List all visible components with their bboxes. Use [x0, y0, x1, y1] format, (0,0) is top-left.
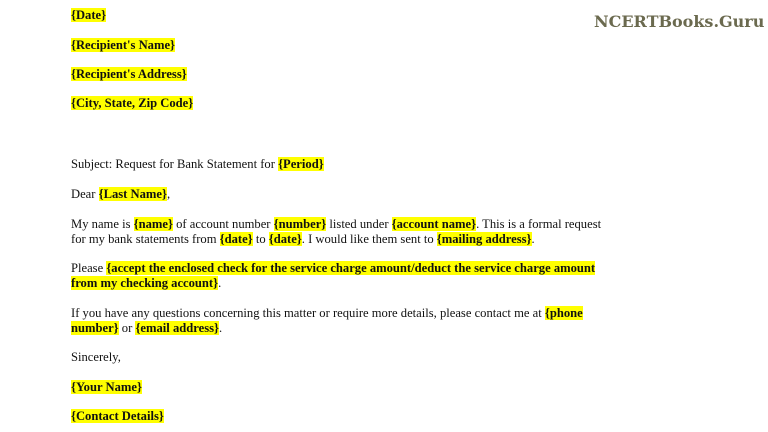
- text: If you have any questions concerning this matter or require more details, please contact me at: [71, 306, 545, 320]
- salutation-text: Dear: [71, 187, 99, 201]
- date-line: [71, 8, 106, 23]
- your-name-line: [71, 380, 142, 395]
- name-placeholder: {name}: [133, 217, 173, 231]
- text: . This is a formal request: [476, 217, 602, 231]
- text: listed under: [326, 217, 392, 231]
- recipient-address-line: [71, 67, 187, 82]
- text: of account number: [172, 217, 274, 231]
- city-state-zip-placeholder: {City, State, Zip Code}: [71, 96, 194, 110]
- service-charge-placeholder: {accept the enclosed check for the service charge amount/deduct the service charge amount: [106, 261, 596, 275]
- text: to: [252, 232, 269, 246]
- text: or: [118, 321, 136, 335]
- salutation-comma: ,: [166, 187, 171, 201]
- para3-line2: [71, 321, 222, 336]
- subject-line: [71, 157, 324, 172]
- subject-text: Subject: Request for Bank Statement for: [71, 157, 279, 171]
- text: .: [218, 321, 223, 335]
- text: .: [218, 276, 222, 290]
- email-placeholder: {email address}: [135, 321, 219, 335]
- city-state-zip-line: [71, 96, 193, 111]
- contact-details-line: [71, 409, 164, 424]
- closing: Sincerely,: [71, 350, 121, 364]
- text: . I would like them sent to: [301, 232, 437, 246]
- salutation: [71, 187, 170, 202]
- recipient-address-placeholder: {Recipient's Address}: [71, 67, 187, 81]
- date-to-placeholder: {date}: [268, 232, 302, 246]
- text: .: [531, 232, 535, 246]
- para1-line1: [71, 217, 601, 232]
- text: My name is: [71, 217, 134, 231]
- last-name-placeholder: {Last Name}: [98, 187, 167, 201]
- recipient-name-placeholder: {Recipient's Name}: [71, 38, 176, 52]
- number-placeholder: {number}: [273, 217, 327, 231]
- phone-placeholder-cont: number}: [71, 321, 119, 335]
- mailing-address-placeholder: {mailing address}: [436, 232, 532, 246]
- your-name-placeholder: {Your Name}: [71, 380, 142, 394]
- text: Please: [71, 261, 107, 275]
- contact-details-placeholder: {Contact Details}: [71, 409, 164, 423]
- recipient-name-line: [71, 38, 175, 53]
- phone-placeholder: {phone: [544, 306, 583, 320]
- text: for my bank statements from: [71, 232, 220, 246]
- date-placeholder: {Date}: [71, 8, 107, 22]
- period-placeholder: {Period}: [278, 157, 324, 171]
- service-charge-placeholder-cont: from my checking account}: [71, 276, 219, 290]
- para3-line1: [71, 306, 583, 321]
- para1-line2: [71, 232, 535, 247]
- site-logo: NCERTBooks.Guru: [594, 12, 765, 31]
- account-name-placeholder: {account name}: [391, 217, 477, 231]
- date-from-placeholder: {date}: [219, 232, 253, 246]
- para2-line1: [71, 261, 595, 276]
- para2-line2: [71, 276, 221, 291]
